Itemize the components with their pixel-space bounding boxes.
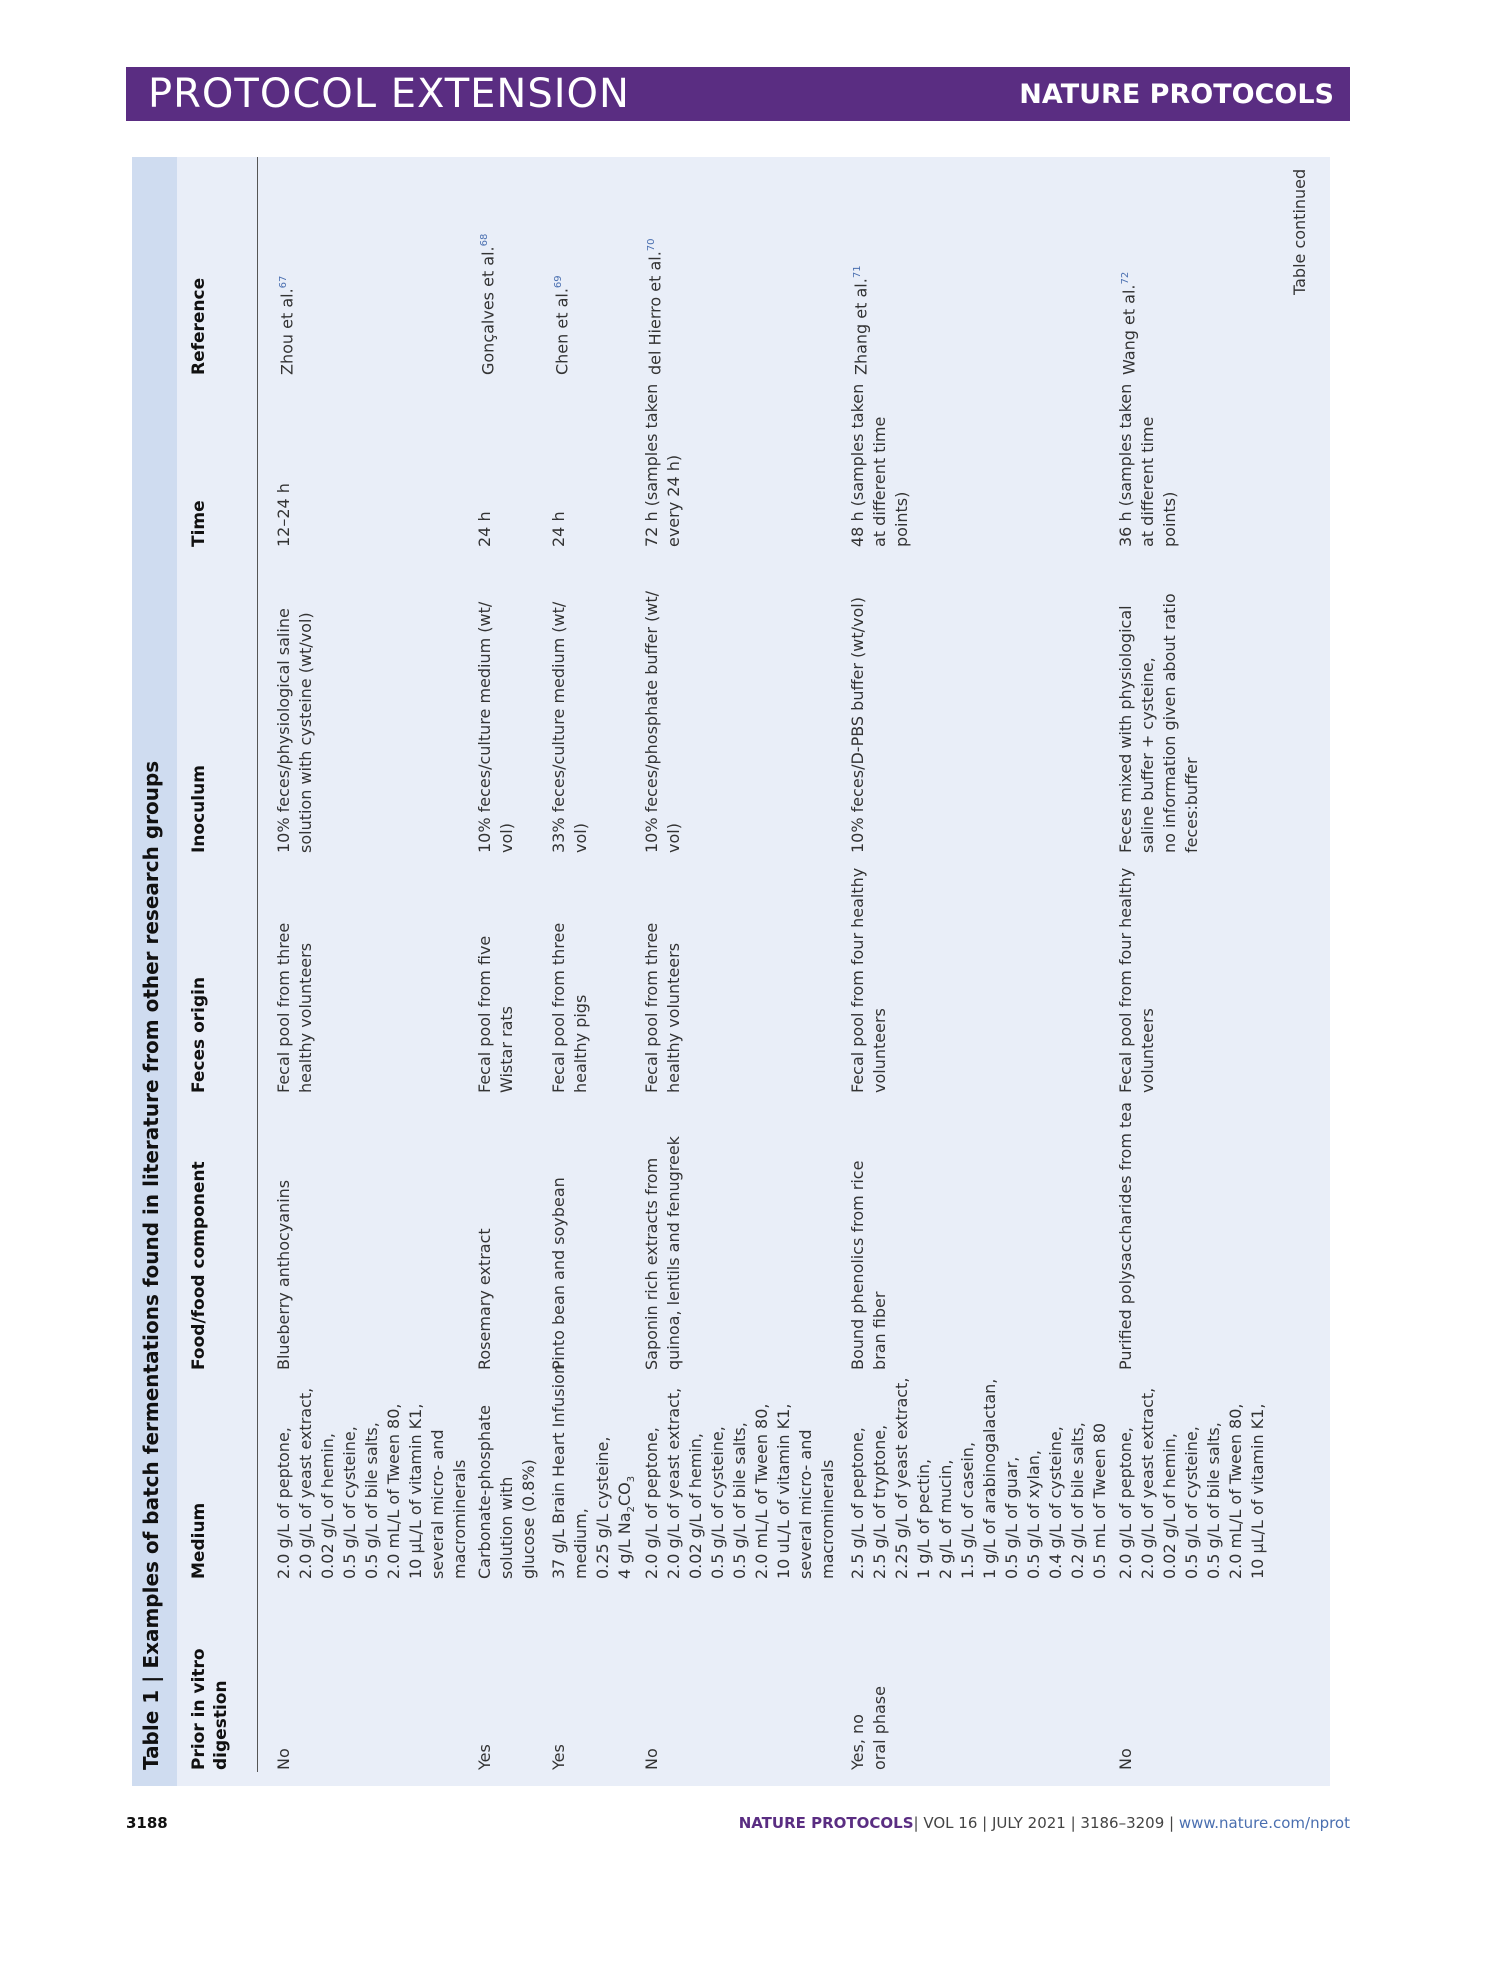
row6-time: 36 h (samples taken at different time points) [1116,383,1179,547]
row1-digestion: No [274,1748,293,1770]
header-inoculum: Inoculum [189,765,209,853]
row5-medium: 2.5 g/L of peptone, 2.5 g/L of tryptone, 2.25 g/L of yeast extract, 1 g/L of pectin, 2 g/L of mucin, 1.5 g/L of casein, 1 g/L of arabinogalactan, 0.5 g/L of guar, 0.5 g/L of xylan, 0.4 g/L of cysteine, 0.2 g/L of bile salts, 0.5 mL of Tween 80 [848,1377,1109,1579]
row2-medium: Carbonate-phosphate solution with glucose (0.8%) [475,1405,538,1579]
row6-inoculum: Feces mixed with physiological saline buffer + cysteine, no information given about ratio feces:buffer [1116,593,1201,853]
row1-ref-text: Zhou et al. [277,288,297,375]
header-rule [257,157,258,1772]
row4-feces: Fecal pool from three healthy volunteers [642,922,683,1093]
row4-ref-num[interactable]: 70 [646,238,657,252]
rotated-table [132,157,1330,1786]
row1-inoculum: 10% feces/physiological saline solution with cysteine (wt/vol) [274,608,315,853]
row2-food: Rosemary extract [475,1228,494,1370]
row3-reference [548,275,573,375]
row4-inoculum: 10% feces/phosphate buffer (wt/ vol) [642,590,683,853]
table-title: Table 1 | Examples of batch fermentations found in literature from other research groups [139,760,163,1770]
row1-time: 12–24 h [274,483,293,547]
header-reference: Reference [189,277,209,375]
journal-label: NATURE PROTOCOLS [1019,79,1334,110]
row3-ref-num[interactable]: 69 [553,275,564,289]
header-medium: Medium [189,1502,209,1579]
row2-time: 24 h [475,511,494,547]
row1-food: Blueberry anthocyanins [274,1179,293,1370]
row4-reference [641,238,666,375]
row6-digestion: No [1116,1748,1135,1770]
section-label: PROTOCOL EXTENSION [148,71,630,117]
table-title-bar [132,157,177,1786]
row4-digestion: No [642,1748,661,1770]
row6-feces: Fecal pool from four healthy volunteers [1116,867,1157,1093]
footer-url[interactable]: www.nature.com/nprot [1178,1814,1350,1832]
page-number: 3188 [126,1814,168,1832]
row1-reference [273,276,298,375]
row1-feces: Fecal pool from three healthy volunteers [274,922,315,1093]
row6-medium: 2.0 g/L of peptone, 2.0 g/L of yeast extract, 0.02 g/L of hemin, 0.5 g/L of cysteine, 0.5 g/L of bile salts, 2.0 mL/L of Tween 80, 10 μL/L of vitamin K1, [1116,1387,1267,1579]
row4-medium: 2.0 g/L of peptone, 2.0 g/L of yeast extract, 0.02 g/L of hemin, 0.5 g/L of cysteine, 0.5 g/L of bile salts, 2.0 mL/L of Tween 80, 10 uL/L of vitamin K1, several micro- and macrominerals [642,1387,837,1579]
row6-ref-num[interactable]: 72 [1120,271,1131,285]
row4-ref-text: del Hierro et al. [645,251,665,375]
row1-ref-num[interactable]: 67 [278,275,289,289]
footer-journal: NATURE PROTOCOLS [738,1814,914,1832]
row3-inoculum: 33% feces/culture medium (wt/ vol) [549,601,590,853]
row2-ref-text: Gonçalves et al. [478,246,498,375]
row2-feces: Fecal pool from five Wistar rats [475,935,516,1093]
row3-food: Pinto bean and soybean [549,1177,568,1370]
row3-ref-text: Chen et al. [552,288,572,375]
row3-medium [548,1364,643,1579]
row3-medium-sub: 2 [626,1506,638,1513]
row5-ref-num[interactable]: 71 [852,265,863,279]
footer-volume: | VOL 16 | JULY 2021 | 3186–3209 | [913,1814,1179,1832]
row3-medium-sub2: 3 [626,1475,638,1483]
header-digestion: Prior in vitro digestion [189,1648,231,1770]
row2-inoculum: 10% feces/culture medium (wt/ vol) [475,601,516,853]
row5-feces: Fecal pool from four healthy volunteers [848,867,889,1093]
row4-food: Saponin rich extracts from quinoa, lentils and fenugreek [642,1136,683,1370]
row5-reference [847,265,872,375]
row6-food: Purified polysaccharides from tea [1116,1102,1135,1370]
header-time: Time [189,500,209,547]
row3-time: 24 h [549,511,568,547]
row2-reference [474,234,499,375]
row6-ref-text: Wang et al. [1119,284,1139,375]
row3-medium-a: 37 g/L Brain Heart Infusion medium, 0.25 g/L cysteine, 4 g/L Na [549,1364,634,1579]
row3-medium-b: CO [615,1482,634,1507]
row1-medium: 2.0 g/L of peptone, 2.0 g/L of yeast extract, 0.02 g/L of hemin, 0.5 g/L of cysteine, 0.5 g/L of bile salts, 2.0 mL/L of Tween 80, 10 μL/L of vitamin K1, several micro- and macrominerals [274,1387,469,1579]
row6-reference [1115,272,1140,375]
row5-digestion: Yes, no oral phase [848,1686,889,1770]
row5-ref-text: Zhang et al. [851,278,871,375]
footer-citation [739,1814,1350,1832]
row3-digestion: Yes [549,1744,568,1770]
row3-feces: Fecal pool from three healthy pigs [549,922,590,1093]
row2-digestion: Yes [475,1744,494,1770]
row2-ref-num[interactable]: 68 [479,233,490,247]
row4-time: 72 h (samples taken every 24 h) [642,383,683,547]
row5-time: 48 h (samples taken at different time points) [848,383,911,547]
row5-food: Bound phenolics from rice bran fiber [848,1160,889,1370]
header-banner [126,67,1350,121]
table-continued: Table continued [1290,168,1309,295]
row5-inoculum: 10% feces/D-PBS buffer (wt/vol) [848,597,867,853]
header-food: Food/food component [189,1161,209,1370]
header-feces: Feces origin [189,976,209,1093]
